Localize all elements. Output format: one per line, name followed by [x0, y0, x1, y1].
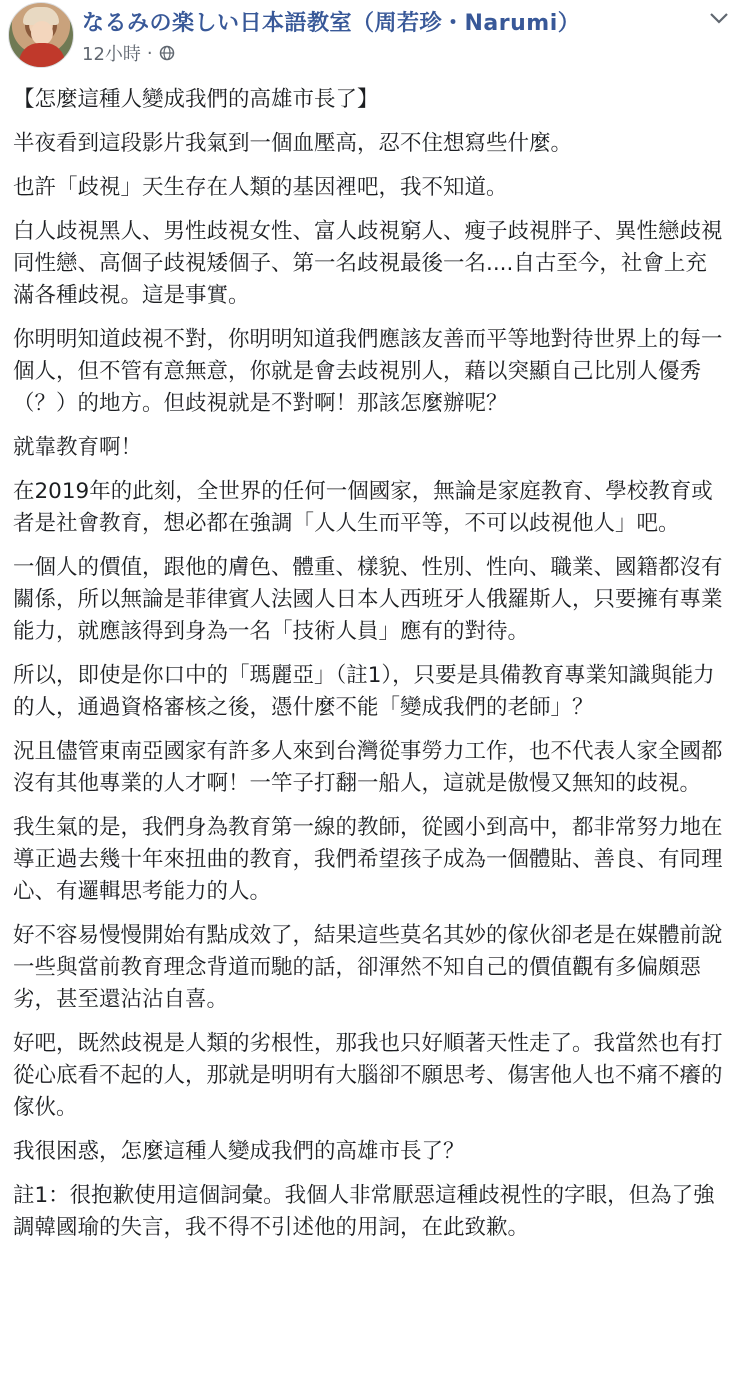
paragraph: 半夜看到這段影片我氣到一個血壓高，忍不住想寫些什麼。: [13, 131, 573, 156]
paragraph: 一個人的價值，跟他的膚色、體重、樣貌、性別、性向、職業、國籍都沒有關係，所以無論是菲律賓人法國人日本人西班牙人俄羅斯人，只要擁有專業能力，就應該得到身為一名「技術人員」應有的對待。: [13, 555, 723, 644]
paragraph: 好不容易慢慢開始有點成效了，結果這些莫名其妙的傢伙卻老是在媒體前說一些與當前教育理念背道而馳的話，卻渾然不知自己的價值觀有多偏頗惡劣，甚至還沾沾自喜。: [13, 923, 723, 1012]
meta-separator: ·: [146, 42, 153, 64]
globe-icon: [159, 45, 175, 61]
paragraph: 況且儘管東南亞國家有許多人來到台灣從事勞力工作，也不代表人家全國都沒有其他專業的人才啊！一竿子打翻一船人，這就是傲慢又無知的歧視。: [13, 739, 723, 796]
footnote: 註1：很抱歉使用這個詞彙。我個人非常厭惡這種歧視性的字眼，但為了強調韓國瑜的失言，我不得不引述他的用詞，在此致歉。: [13, 1183, 715, 1240]
paragraph: 白人歧視黑人、男性歧視女性、富人歧視窮人、瘦子歧視胖子、異性戀歧視同性戀、高個子歧視矮個子、第一名歧視最後一名....自古至今，社會上充滿各種歧視。這是事實。: [13, 219, 723, 308]
post-body: [13, 84, 725, 1256]
paragraph: 在2019年的此刻，全世界的任何一個國家，無論是家庭教育、學校教育或者是社會教育，想必都在強調「人人生而平等，不可以歧視他人」吧。: [13, 479, 713, 536]
paragraph: 好吧，既然歧視是人類的劣根性，那我也只好順著天性走了。我當然也有打從心底看不起的人，那就是明明有大腦卻不願思考、傷害他人也不痛不癢的傢伙。: [13, 1031, 723, 1120]
chevron-down-icon[interactable]: [708, 10, 730, 26]
paragraph: 我生氣的是，我們身為教育第一線的教師，從國小到高中，都非常努力地在導正過去幾十年來扭曲的教育，我們希望孩子成為一個體貼、善良、有同理心、有邏輯思考能力的人。: [13, 815, 723, 904]
paragraph: 你明明知道歧視不對，你明明知道我們應該友善而平等地對待世界上的每一個人，但不管有意無意，你就是會去歧視別人，藉以突顯自己比別人優秀（？）的地方。但歧視就是不對啊！那該怎麼辦呢？: [13, 327, 723, 416]
post-meta: [82, 40, 175, 66]
paragraph: 我很困惑，怎麼這種人變成我們的高雄市長了？: [13, 1139, 465, 1164]
post-header: [0, 0, 740, 74]
avatar[interactable]: [8, 2, 74, 68]
post-title: 【怎麼這種人變成我們的高雄市長了】: [13, 87, 379, 112]
paragraph: 也許「歧視」天生存在人類的基因裡吧，我不知道。: [13, 175, 508, 200]
paragraph: 就靠教育啊！: [13, 435, 143, 460]
page-name-link[interactable]: なるみの楽しい日本語教室（周若珍・Narumi）: [82, 11, 581, 36]
timestamp-link[interactable]: 12小時: [82, 44, 141, 65]
paragraph: 所以，即使是你口中的「瑪麗亞」（註1），只要是具備教育專業知識與能力的人，通過資格審核之後，憑什麼不能「變成我們的老師」？: [13, 663, 715, 720]
